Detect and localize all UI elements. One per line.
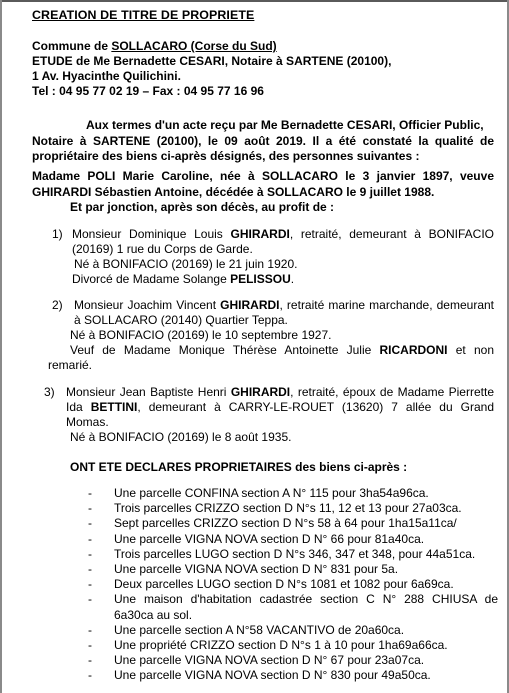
deceased-paragraph <box>32 169 494 216</box>
parcel-text: Une parcelle VIGNA NOVA section D N° 831 pour 5a. <box>114 562 399 577</box>
commune-name: SOLLACARO (Corse du Sud) <box>111 39 277 53</box>
list-bullet: - <box>88 638 92 653</box>
list-bullet: - <box>88 653 92 668</box>
heir-3-birth: Né à BONIFACIO (20169) le 8 août 1935. <box>70 430 292 444</box>
heir-1-post: , retraité, demeurant à BONIFACIO (20169) 1 rue du Corps de Garde. <box>72 227 494 256</box>
commune-line <box>32 39 391 54</box>
parcel-item <box>88 562 498 577</box>
heir-2 <box>48 298 494 373</box>
heir-3-surname: GHIRARDI <box>230 385 291 399</box>
parcel-item <box>88 532 498 547</box>
heir-2-pre: Monsieur Joachim Vincent <box>74 298 221 312</box>
parcel-item <box>88 623 498 638</box>
list-bullet: - <box>88 516 92 531</box>
heir-2-post: , retraité marine marchande, demeurant à SOLLACARO (20140) Quartier Teppa. <box>74 298 494 327</box>
heir-1-extra-pre: Divorcé de Madame Solange <box>72 272 231 286</box>
heir-2-extra-name: RICARDONI <box>379 343 448 357</box>
parcel-item <box>88 516 498 531</box>
parcel-item <box>88 501 498 516</box>
heir-2-extra-post: et non remarié. <box>48 343 494 372</box>
parcel-item <box>88 547 498 562</box>
heir-3-post: , retraité, époux de Madame Pierrette Ida <box>66 385 494 414</box>
parcel-text: Sept parcelles CRIZZO section D N°s 58 à 64 pour 1ha15a11ca/ <box>114 516 457 531</box>
intro-first-line: Aux termes d'un acte reçu par Me Bernadette CESARI, Officier Public, <box>86 118 484 132</box>
address-line: 1 Av. Hyacinthe Quilichini. <box>32 69 181 83</box>
etude-rest: Notaire à SARTENE (20100), <box>231 54 392 68</box>
heir-1-surname: GHIRARDI <box>230 227 290 241</box>
parcel-text: Une parcelle VIGNA NOVA section D N° 67 pour 23a07ca. <box>114 653 425 668</box>
parcel-list <box>88 486 498 684</box>
parcel-text: Une maison d'habitation cadastrée section C N° 288 CHIUSA de 6a30ca au sol. <box>114 592 498 622</box>
heir-2-number: 2) <box>52 298 63 312</box>
declared-heading: ONT ETE DECLARES PROPRIETAIRES des biens ci-après : <box>70 460 408 474</box>
phone-line: Tel : 04 95 77 02 19 – Fax : 04 95 77 16 96 <box>32 84 264 98</box>
heir-3-text <box>66 385 494 430</box>
intro-paragraph <box>32 118 494 165</box>
parcel-text: Trois parcelles LUGO section D N°s 346, 347 et 348, pour 44a51ca. <box>114 546 476 561</box>
heir-2-surname: GHIRARDI <box>220 298 280 312</box>
notary-header <box>32 39 391 99</box>
parcel-text: Trois parcelles CRIZZO section D N°s 11, 12 et 13 pour 27a03ca. <box>114 501 462 516</box>
parcel-text: Deux parcelles LUGO section D N°s 1081 et 1082 pour 6a69ca. <box>114 577 454 592</box>
heir-2-main <box>52 298 494 328</box>
heir-3 <box>44 385 494 445</box>
parcel-item <box>88 653 498 668</box>
parcel-item <box>88 577 498 592</box>
heir-1-text <box>72 227 494 257</box>
heir-3-number: 3) <box>44 385 55 399</box>
commune-prefix: Commune de <box>32 39 112 53</box>
list-bullet: - <box>88 592 92 607</box>
heir-1-birth: Né à BONIFACIO (20169) le 21 juin 1920. <box>74 257 298 271</box>
jonction-line: Et par jonction, après son décès, au profit de : <box>70 200 335 214</box>
heir-1-main <box>52 227 494 257</box>
list-bullet: - <box>88 622 92 637</box>
parcel-item <box>88 668 498 683</box>
deceased-text: Madame POLI Marie Caroline, née à SOLLACARO le 3 janvier 1897, veuve GHIRARDI Sébastien Antoine, décédée à SOLLACARO le 9 juillet 1988. <box>32 169 494 199</box>
heir-2-extra <box>30 343 494 373</box>
parcel-text: Une parcelle VIGNA NOVA section D N° 66 pour 81a40ca. <box>114 531 425 546</box>
heir-1-extra-post: . <box>290 272 295 286</box>
list-bullet: - <box>88 577 92 592</box>
list-bullet: - <box>88 562 92 577</box>
heir-3-main <box>44 385 494 430</box>
etude-line <box>32 54 391 69</box>
list-bullet: - <box>88 668 92 683</box>
frame-left-border <box>0 0 2 693</box>
list-bullet: - <box>88 546 92 561</box>
heir-1-extra <box>52 272 494 287</box>
heir-2-birth: Né à BONIFACIO (20169) le 10 septembre 1927. <box>70 328 332 342</box>
intro-rest: Notaire à SARTENE (20100), le 09 août 2019. Il a été constaté la qualité de propriétaire des biens ci-après désignés, des personnes suivantes : <box>32 133 494 163</box>
parcel-text: Une propriété CRIZZO section D N°s 1 à 10 pour 1ha69a66ca. <box>114 638 448 653</box>
parcel-text: Une parcelle VIGNA NOVA section D N° 830 pour 49a50ca. <box>114 668 431 683</box>
heir-2-text <box>74 298 494 328</box>
heir-3-spouse: BETTINI <box>90 400 138 414</box>
parcel-item <box>88 638 498 653</box>
parcel-item <box>88 592 498 622</box>
etude-prefix: ETUDE de Me Bernadette CESARI, <box>32 54 232 68</box>
parcel-item <box>88 486 498 501</box>
heir-1-extra-name: PELISSOU <box>230 272 291 286</box>
heir-1 <box>52 227 494 287</box>
heir-1-pre: Monsieur Dominique Louis <box>72 227 231 241</box>
heir-2-extra-pre: Veuf de Madame Monique Thérèse Antoinette Julie <box>70 343 380 357</box>
heir-3-post2: , demeurant à CARRY-LE-ROUET (13620) 7 allée du Grand Momas. <box>66 400 494 429</box>
list-bullet: - <box>88 531 92 546</box>
notice-title: CREATION DE TITRE DE PROPRIETE <box>32 8 255 22</box>
heir-1-number: 1) <box>52 227 63 241</box>
list-bullet: - <box>88 486 92 500</box>
heir-3-pre: Monsieur Jean Baptiste Henri <box>66 385 231 399</box>
list-bullet: - <box>88 501 92 516</box>
frame-top-border <box>0 0 509 2</box>
parcel-text: Une parcelle CONFINA section A N° 115 pour 3ha54a96ca. <box>114 486 429 500</box>
parcel-text: Une parcelle section A N°58 VACANTIVO de 20a60ca. <box>114 622 405 637</box>
